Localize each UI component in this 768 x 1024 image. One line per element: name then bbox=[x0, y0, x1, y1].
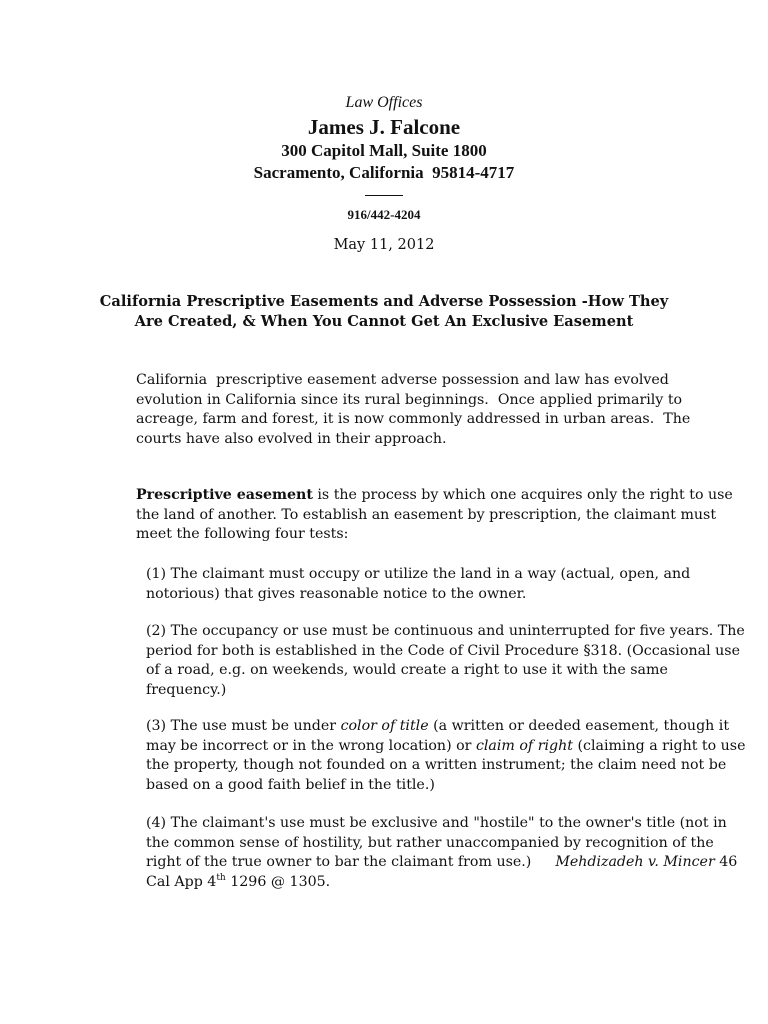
letter-date: May 11, 2012 bbox=[333, 237, 435, 253]
test-3-text-b: (a written or deeded easement, though it may be incorrect or in the wrong location) or bbox=[146, 718, 730, 754]
letterhead bbox=[0, 92, 768, 223]
definition-paragraph bbox=[90, 486, 736, 545]
citation-superscript: th bbox=[216, 872, 226, 883]
title-line-1: California Prescriptive Easements and Adverse Possession -How They bbox=[99, 293, 669, 310]
divider-rule bbox=[365, 195, 403, 196]
test-2: (2) The occupancy or use must be continuous and uninterrupted for five years. The period for both is established in the Code of Civil Procedure §318. (Occasional use of a road, e.g. on weekends, would create a right to use it with the same frequency.) bbox=[146, 623, 745, 698]
test-3-text-a: (3) The use must be under bbox=[146, 718, 341, 734]
address-line-2: Sacramento, California 95814-4717 bbox=[253, 163, 515, 182]
document-title bbox=[60, 292, 708, 332]
case-name: Mehdizadeh v. Mincer bbox=[555, 854, 715, 870]
law-offices-label: Law Offices bbox=[345, 94, 423, 111]
phone-number: 916/442-4204 bbox=[347, 207, 421, 222]
test-3-text-c: (claiming a right to use the property, though not founded on a written instrument; the claim need not be based on a good faith belief in the title.) bbox=[146, 737, 746, 793]
title-line-2: Are Created, & When You Cannot Get An Exclusive Easement bbox=[134, 313, 634, 330]
test-1: (1) The claimant must occupy or utilize the land in a way (actual, open, and notorious) that gives reasonable notice to the owner. bbox=[146, 566, 691, 602]
claim-of-right-term: claim of right bbox=[475, 737, 573, 754]
definition-text: is the process by which one acquires only the right to use the land of another. To establish an easement by prescription, the claimant must meet the following four tests: bbox=[136, 487, 733, 542]
attorney-name: James J. Falcone bbox=[307, 115, 461, 139]
test-4 bbox=[90, 814, 746, 892]
test-4-text: (4) The claimant's use must be exclusive and "hostile" to the owner's title (not in the common sense of hostility, but rather unaccompanied by recognition of the right of the true owner to bar the claimant from use.) bbox=[146, 815, 727, 870]
intro-paragraph: California prescriptive easement adverse possession and law has evolved evolution in California since its rural beginnings. Once applied primarily to acreage, farm and forest, it is now commonly addressed in urban areas. The courts have also evolved in their approach. bbox=[136, 372, 695, 447]
citation-a: 46 Cal App 4 bbox=[146, 854, 738, 890]
color-of-title-term: color of title bbox=[340, 718, 429, 734]
citation-b: 1296 @ 1305. bbox=[225, 873, 331, 890]
prescriptive-easement-term: Prescriptive easement bbox=[136, 487, 313, 503]
address-line-1: 300 Capitol Mall, Suite 1800 bbox=[281, 141, 487, 160]
test-3 bbox=[90, 717, 746, 795]
